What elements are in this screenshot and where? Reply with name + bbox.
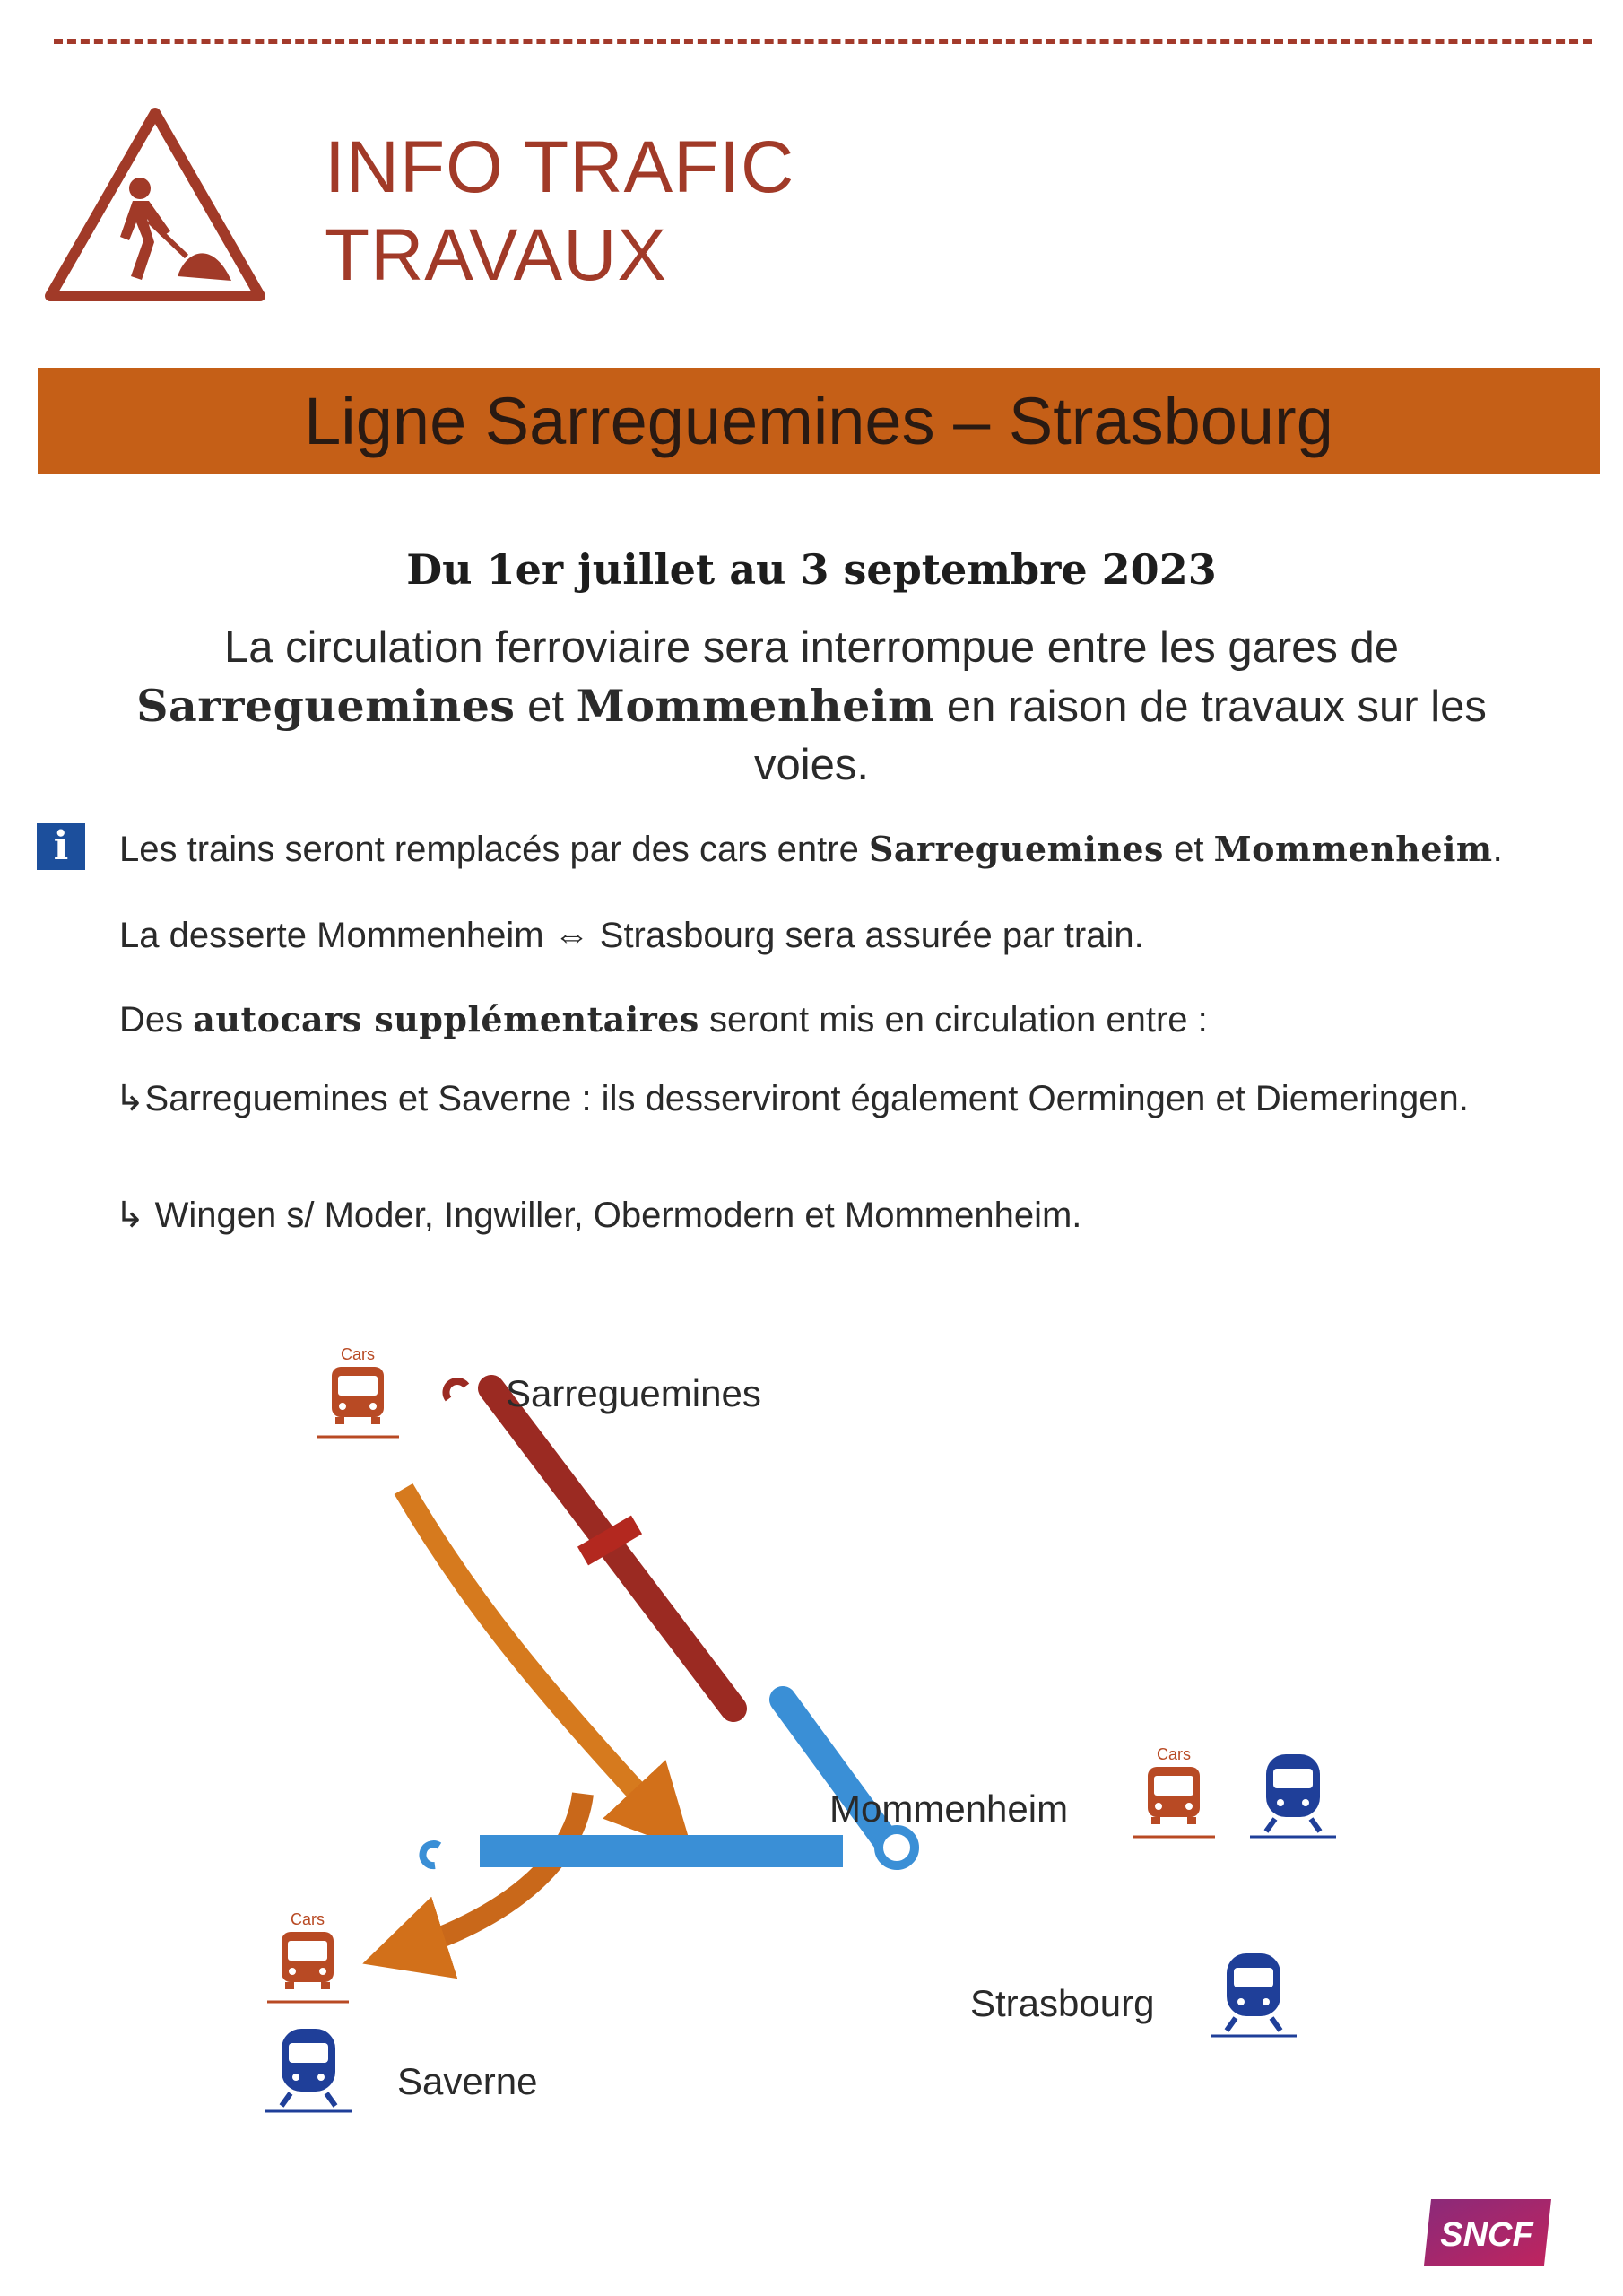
bus-route-to-saverne	[404, 1794, 583, 1951]
intro-station-2: Mommenheim	[576, 680, 935, 732]
sncf-logo	[1424, 2199, 1551, 2266]
extra-buses-bold: autocars supplémentaires	[193, 999, 699, 1039]
replacement-end: .	[1492, 830, 1503, 869]
extra-buses-text-1: Des	[119, 1000, 184, 1039]
replacement-et: et	[1174, 830, 1204, 869]
train-icon	[1209, 1948, 1298, 2041]
dashed-cut-line	[54, 39, 1592, 44]
station-label-saverne: Saverne	[397, 2060, 538, 2102]
bus-route-text-1: Sarreguemines et Saverne : ils desserviront également Oermingen et Diemeringen.	[144, 1079, 1469, 1118]
intro-et: et	[527, 683, 564, 731]
bus-icon-label: Cars	[290, 1910, 325, 1928]
bus-route-text-2: Wingen s/ Moder, Ingwiller, Obermodern et Mommenheim.	[154, 1196, 1082, 1235]
intro-station-1: Sarreguemines	[136, 680, 516, 732]
banner-text: Ligne Sarreguemines – Strasbourg	[304, 383, 1333, 458]
extra-buses-line	[119, 997, 1208, 1042]
replacement-station-1: Sarreguemines	[868, 829, 1164, 869]
sarreguemines-stop-marker	[446, 1381, 466, 1399]
intro-text-2: en raison de travaux sur les voies.	[753, 683, 1487, 789]
info-icon: i	[37, 823, 85, 870]
replacement-line	[119, 827, 1590, 872]
info-trafic-title	[325, 124, 794, 300]
bus-icon	[265, 1909, 351, 2007]
saverne-stop-marker	[423, 1844, 439, 1866]
bullet-arrow-icon: ↳	[115, 1079, 145, 1118]
station-label-mommenheim: Mommenheim	[829, 1787, 1069, 1830]
sncf-logo-text: SNCF	[1440, 2216, 1533, 2254]
station-label-strasbourg: Strasbourg	[970, 1982, 1155, 2024]
route-map	[0, 1327, 1623, 2117]
mommenheim-station-dot	[879, 1830, 915, 1866]
roadworks-warning-icon	[43, 106, 267, 308]
title-line-2: TRAVAUX	[325, 214, 668, 296]
replacement-station-2: Mommenheim	[1213, 829, 1493, 869]
bullet-arrow-icon: ↳	[115, 1196, 145, 1235]
intro-paragraph	[108, 619, 1515, 795]
bus-route-item-1	[115, 1076, 1575, 1121]
date-range: Du 1er juillet au 3 septembre 2023	[406, 545, 1217, 594]
train-service-line: La desserte Mommenheim ⇔ Strasbourg sera assurée par train.	[119, 916, 1144, 955]
bus-icon-label: Cars	[1156, 1745, 1192, 1763]
intro-text-1: La circulation ferroviaire sera interrompue entre les gares de	[223, 623, 1400, 672]
bus-icon	[1132, 1744, 1217, 1842]
train-icon	[1248, 1749, 1338, 1842]
train-icon	[264, 2023, 353, 2117]
title-line-1: INFO TRAFIC	[325, 126, 795, 208]
bus-icon	[316, 1344, 401, 1442]
station-label-sarreguemines: Sarreguemines	[506, 1372, 761, 1414]
bus-route-item-2	[115, 1193, 1081, 1238]
extra-buses-text-2: seront mis en circulation entre :	[708, 1000, 1208, 1039]
bus-icon-label: Cars	[340, 1345, 376, 1363]
line-banner	[38, 368, 1600, 474]
replacement-text: Les trains seront remplacés par des cars entre	[119, 830, 859, 869]
